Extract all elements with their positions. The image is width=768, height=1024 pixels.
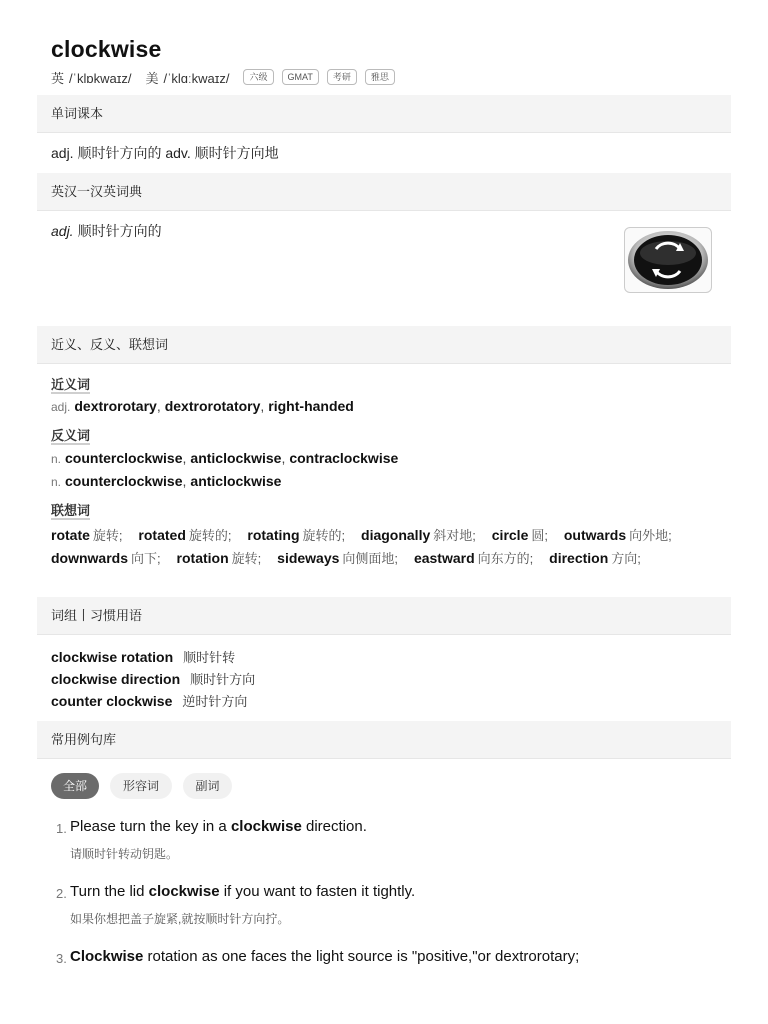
phrase-zh: 逆时针方向 xyxy=(182,694,248,709)
antonyms-row: n. counterclockwise, anticlockwise xyxy=(51,473,282,489)
example-sentence[interactable] xyxy=(70,948,579,965)
example-keyword: clockwise xyxy=(148,883,220,900)
example-text: Please turn the key in a xyxy=(70,818,231,835)
example-keyword: clockwise xyxy=(230,818,302,835)
association-item[interactable] xyxy=(177,550,274,566)
association-meaning: 旋转的; xyxy=(188,528,232,543)
part-of-speech: adj. xyxy=(51,400,71,414)
example-text: Turn the lid xyxy=(70,883,149,900)
association-item[interactable] xyxy=(414,550,545,566)
phrase-zh: 顺时针方向 xyxy=(190,672,256,687)
phrase-item[interactable] xyxy=(51,647,235,666)
example-number: 2. xyxy=(56,886,67,901)
phonetics-row xyxy=(51,68,403,86)
association-item[interactable] xyxy=(549,550,653,566)
synonym-link[interactable]: right-handed xyxy=(268,398,354,414)
association-meaning: 向侧面地; xyxy=(342,551,399,566)
definition-text: 顺时针方向的 xyxy=(77,223,162,239)
association-meaning: 向下; xyxy=(131,551,161,566)
association-item[interactable] xyxy=(138,527,243,543)
section-header-dictionary: 英汉一汉英词典 xyxy=(37,173,731,211)
example-text: rotation as one faces the light source is "positive,"or dextrorotary; xyxy=(143,948,580,965)
phonetic-us[interactable] xyxy=(145,68,229,87)
association-word: direction xyxy=(549,550,609,566)
association-word: eastward xyxy=(413,550,475,566)
example-translation: 如果你想把盖子旋紧,就按顺时针方向拧。 xyxy=(70,912,290,926)
example-text: direction. xyxy=(301,818,367,835)
association-item[interactable] xyxy=(51,550,173,566)
association-word: rotated xyxy=(138,527,186,543)
association-word: sideways xyxy=(277,550,340,566)
association-item[interactable] xyxy=(277,550,410,566)
association-meaning: 向外地; xyxy=(629,528,672,543)
exam-tag: GMAT xyxy=(282,69,319,85)
association-item[interactable] xyxy=(247,527,357,543)
example-keyword: Clockwise xyxy=(70,948,144,965)
phonetic-region: 美 xyxy=(145,70,159,86)
filter-tab-adverb[interactable]: 副词 xyxy=(183,773,232,799)
association-word: rotate xyxy=(51,527,90,543)
association-meaning: 旋转的; xyxy=(302,528,346,543)
associations-list xyxy=(51,524,721,570)
association-word: downwards xyxy=(51,550,129,566)
filter-tab-all[interactable]: 全部 xyxy=(51,773,99,799)
association-word: rotation xyxy=(176,550,229,566)
section-header-phrases: 词组丨习惯用语 xyxy=(37,597,731,635)
association-word: circle xyxy=(491,527,529,543)
synonym-link[interactable]: dextrorotatory xyxy=(164,398,261,414)
phonetic-uk[interactable] xyxy=(51,68,131,87)
exam-tag: 考研 xyxy=(327,69,357,85)
antonyms-row: n. counterclockwise, anticlockwise, contraclockwise xyxy=(51,450,399,466)
example-number: 3. xyxy=(56,951,67,966)
section-header-examples: 常用例句库 xyxy=(37,721,731,759)
synonyms-row: adj. dextrorotary, dextrorotatory, right-handed xyxy=(51,398,354,414)
association-meaning: 方向; xyxy=(611,551,641,566)
association-word: diagonally xyxy=(361,527,431,543)
exam-tag: 雅思 xyxy=(365,69,395,85)
phrase-en: clockwise rotation xyxy=(51,649,174,665)
antonym-link[interactable]: contraclockwise xyxy=(289,450,399,466)
antonym-link[interactable]: anticlockwise xyxy=(190,450,282,466)
phonetic-region: 英 xyxy=(51,70,65,86)
example-number: 1. xyxy=(56,821,67,836)
example-sentence[interactable] xyxy=(70,883,415,900)
association-item[interactable] xyxy=(51,527,135,543)
association-word: rotating xyxy=(247,527,300,543)
antonym-link[interactable]: counterclockwise xyxy=(65,473,183,489)
part-of-speech: n. xyxy=(51,475,62,489)
part-of-speech: adj. xyxy=(51,223,74,239)
antonym-link[interactable]: anticlockwise xyxy=(190,473,282,489)
association-item[interactable] xyxy=(564,527,684,543)
antonym-link[interactable]: counterclockwise xyxy=(65,450,183,466)
headword: clockwise xyxy=(51,36,162,62)
synonyms-label: 近义词 xyxy=(51,377,91,392)
clockwise-rotation-icon[interactable] xyxy=(624,227,712,293)
association-meaning: 圆; xyxy=(531,528,548,543)
dictionary-definition xyxy=(51,221,162,241)
phrase-item[interactable] xyxy=(51,669,255,688)
exam-tag: 六级 xyxy=(243,69,273,85)
section-header-related-words: 近义、反义、联想词 xyxy=(37,326,731,364)
phonetic-ipa: /ˈklɒkwaɪz/ xyxy=(69,70,132,86)
phrase-item[interactable] xyxy=(51,691,247,710)
example-sentence[interactable] xyxy=(70,818,367,835)
phonetic-ipa: /ˈklɑːkwaɪz/ xyxy=(163,70,230,86)
example-translation: 请顺时针转动钥匙。 xyxy=(70,847,179,861)
antonyms-label: 反义词 xyxy=(51,428,91,443)
association-item[interactable] xyxy=(492,527,560,543)
association-meaning: 斜对地; xyxy=(433,528,476,543)
phrase-zh: 顺时针转 xyxy=(183,650,236,665)
filter-tab-adjective[interactable]: 形容词 xyxy=(110,773,172,799)
part-of-speech: n. xyxy=(51,452,62,466)
section-header-textbook: 单词课本 xyxy=(37,95,731,133)
associations-label: 联想词 xyxy=(51,503,91,518)
association-meaning: 旋转; xyxy=(92,528,123,543)
association-word: outwards xyxy=(563,527,627,543)
textbook-definition: adj. 顺时针方向的 adv. 顺时针方向地 xyxy=(51,145,279,161)
synonym-link[interactable]: dextrorotary xyxy=(74,398,157,414)
phrase-en: clockwise direction xyxy=(51,671,181,687)
association-item[interactable] xyxy=(361,527,488,543)
example-text: if you want to fasten it tightly. xyxy=(219,883,416,900)
phrase-en: counter clockwise xyxy=(51,693,173,709)
association-meaning: 向东方的; xyxy=(477,551,534,566)
association-meaning: 旋转; xyxy=(231,551,262,566)
